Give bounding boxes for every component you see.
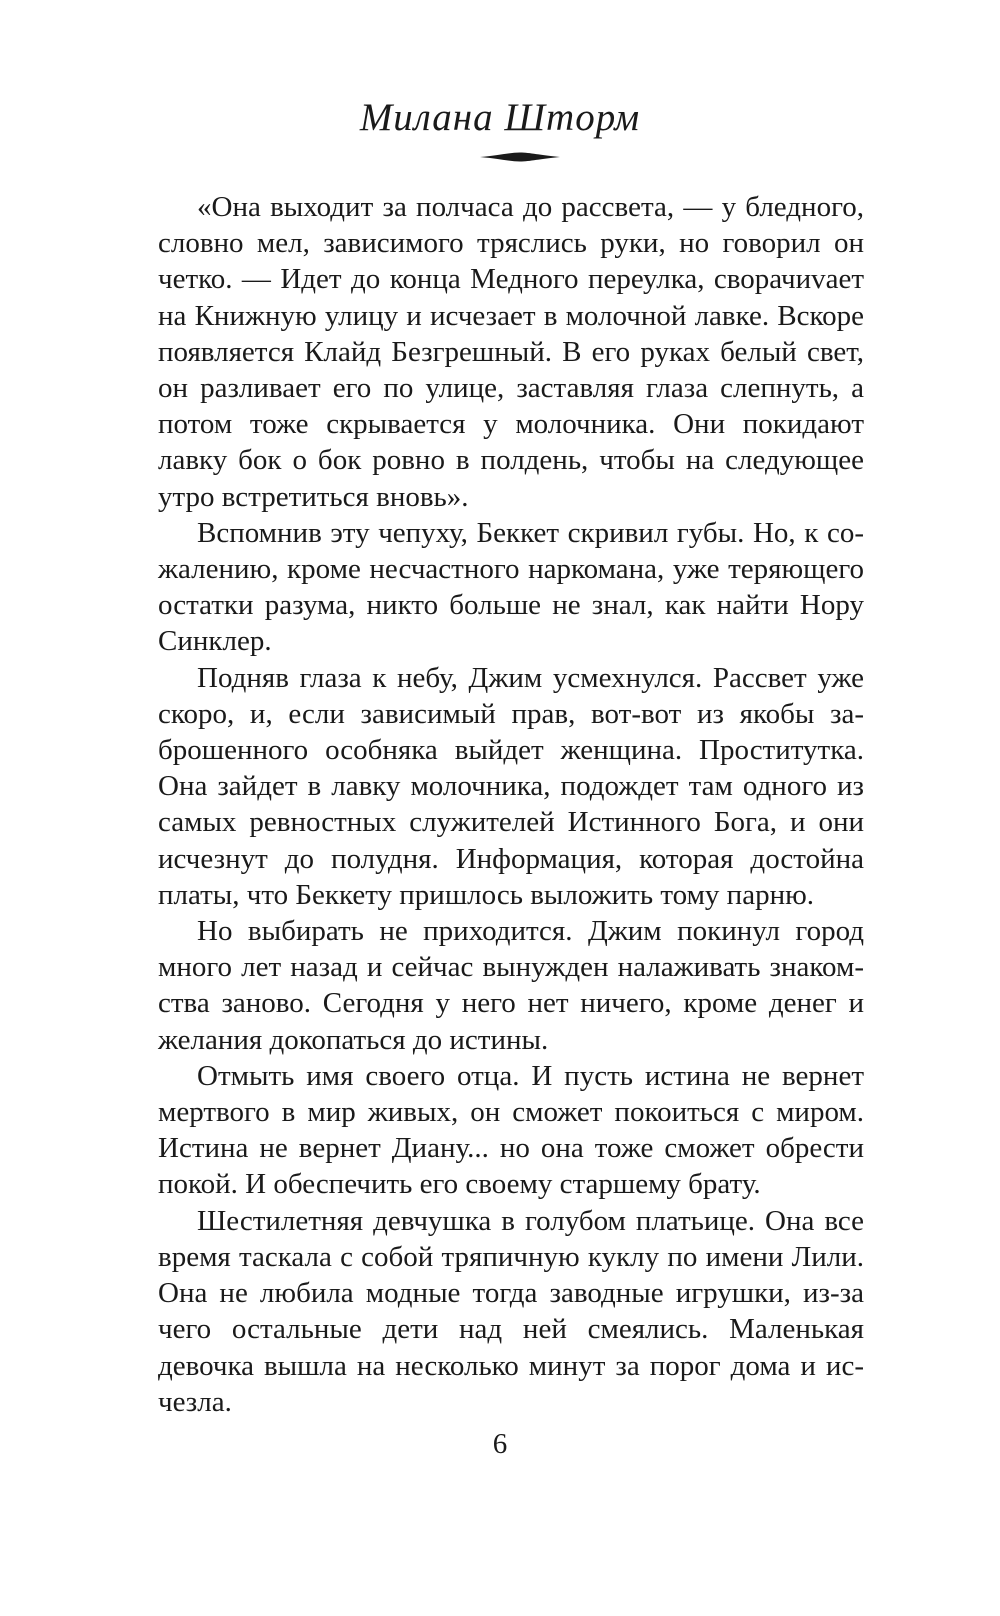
page-number: 6 xyxy=(492,1428,508,1460)
paragraph: Вспомнив эту чепуху, Беккет скривил губы. Но, к сожалению, кроме несчастного наркомана, уже теряющего остатки разума, никто больше не знал, как найти Нору Синклер. xyxy=(158,516,864,658)
ornament-divider-icon xyxy=(480,152,560,162)
running-head-author: Милана Шторм xyxy=(359,96,641,139)
paragraph: Подняв глаза к небу, Джим усмехнулся. Рассвет уже скоро, и, если зависимый прав, вот-вот из якобы заброшенного особняка выйдет женщина. Проститутка. Она зайдет в лавку молочника, подождет там одного из самых ревностных служителей Истинного Бога, и они исчезнут до полудня. Информация, которая достойна платы, что Беккету пришлось выложить тому парню. xyxy=(158,661,864,911)
paragraph: Шестилетняя девчушка в голубом платьице. Она все время таскала с собой тряпичную куклу по имени Лили. Она не любила модные тогда заводные игрушки, из-за чего остальные дети над ней смеялись. Маленькая девочка вышла на несколько минут за порог дома и исчезла. xyxy=(158,1204,864,1418)
main-text xyxy=(158,189,864,1420)
paragraph: Но выбирать не приходится. Джим покинул город много лет назад и сейчас вынужден налаживать знакомства заново. Сегодня у него нет ничего, кроме денег и желания докопаться до истины. xyxy=(158,915,864,1056)
paragraph: «Она выходит за полчаса до рассвета, — у бледного, словно мел, зависимого тряслись руки, но говорил он четко. — Идет до конца Медного переулка, сворачиvает на Книжную улицу и исчезает в молочной лавке. Вскоре появляется Клайд Безгрешный. В его руках белый свет, он разливает его по улице, заставляя глаза слепнуть, а потом тоже скрывается у молочника. Они покидают лавку бок о бок ровно в полдень, чтобы на следующее утро встретиться вновь». xyxy=(158,191,864,513)
paragraph: Отмыть имя своего отца. И пусть истина не вернет мертвого в мир живых, он сможет покоиться с миром. Истина не вернет Диану... но она тоже сможет обрести покой. И обеспечить его своему старшему брату. xyxy=(158,1059,864,1201)
